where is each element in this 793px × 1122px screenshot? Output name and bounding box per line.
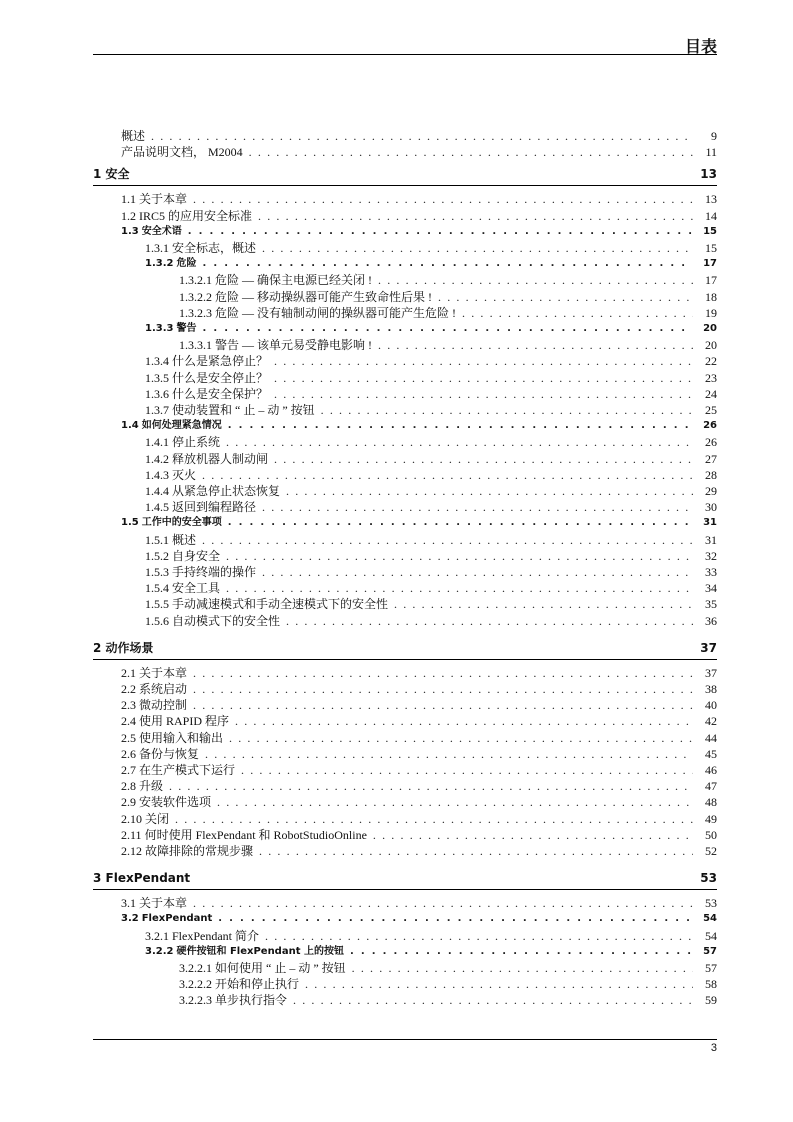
toc-entry-number: 1.5	[121, 517, 139, 529]
toc-entry-number: 2.5	[121, 730, 136, 745]
toc-entry-number: 3.2.1	[145, 928, 169, 943]
toc-entry-page: 20	[703, 323, 717, 334]
dot-leader	[350, 944, 693, 960]
toc-entry[interactable]	[121, 778, 717, 794]
dot-leader	[352, 960, 693, 976]
dot-leader	[235, 713, 693, 729]
toc-entry-title: 关于本章	[139, 192, 188, 207]
toc-entry[interactable]	[121, 811, 717, 827]
toc-entry[interactable]	[179, 305, 717, 321]
header-rule	[93, 54, 717, 55]
toc-entry-title: 灭火	[172, 467, 197, 482]
toc-entry-number: 1.2	[121, 208, 136, 223]
chapter-rule	[93, 659, 717, 660]
toc-entry-title: IRC5 的应用安全标准	[139, 208, 253, 223]
toc-entry[interactable]	[145, 580, 717, 596]
toc-entry-number: 1.3.6	[145, 386, 169, 401]
toc-entry-title: 警告	[176, 323, 197, 334]
dot-leader	[202, 532, 693, 548]
dot-leader	[293, 992, 693, 1008]
toc-entry-number: 1.5.2	[145, 548, 169, 563]
toc-entry-page: 26	[705, 435, 717, 450]
toc-entry[interactable]	[121, 746, 717, 762]
toc-entry-title: 从紧急停止状态恢复	[172, 484, 281, 498]
toc-entry-title: 关于本章	[139, 665, 188, 680]
dot-leader	[462, 305, 693, 321]
toc-entry[interactable]	[145, 596, 717, 612]
dot-leader	[274, 451, 693, 467]
toc-entry-page: 15	[705, 241, 717, 255]
toc-entry-page: 44	[705, 730, 717, 745]
toc-entry-title: 升级	[139, 779, 164, 794]
toc-entry-page: 38	[705, 682, 717, 696]
toc-entry-title: 危险 — 没有轴制动闸的操纵器可能产生危险 !	[215, 305, 456, 320]
toc-entry-page: 17	[703, 258, 717, 270]
toc-entry-number: 3.2.2.2	[179, 977, 212, 992]
dot-leader	[193, 665, 693, 681]
toc-entry-number: 2.10	[121, 811, 142, 826]
toc-entry[interactable]	[121, 794, 717, 810]
dot-leader	[286, 483, 693, 499]
toc-entry-page: 40	[705, 698, 717, 713]
dot-leader	[218, 911, 693, 927]
header-title: 目表	[684, 37, 717, 56]
toc-entry[interactable]	[145, 467, 717, 483]
toc-entry-number: 2.6	[121, 746, 136, 761]
chapter-title: 3 FlexPendant	[93, 871, 191, 886]
toc-entry-title: 关闭	[145, 811, 170, 826]
toc-entry-page: 25	[705, 403, 717, 417]
dot-leader	[274, 370, 693, 386]
dot-leader	[305, 976, 693, 992]
toc-entry-number: 3.2.2.1	[179, 961, 212, 975]
toc-entry-title: 微动控制	[139, 698, 188, 713]
toc-entry-title: 安装软件选项	[139, 795, 212, 810]
toc-entry-title: 关于本章	[139, 896, 188, 911]
toc-entry-title: 返回到编程路径	[172, 500, 257, 515]
toc-entry[interactable]	[121, 418, 717, 434]
dot-leader	[205, 746, 693, 762]
toc-entry-page: 36	[705, 613, 717, 628]
toc-entry-page: 20	[705, 338, 717, 353]
toc-entry-number: 1.4.4	[145, 484, 169, 498]
toc-entry-page: 22	[705, 354, 717, 369]
dot-leader	[241, 762, 693, 778]
dot-leader	[193, 191, 693, 207]
toc-entry-title: 警告 — 该单元易受静电影响 !	[215, 338, 372, 353]
toc-entry-title: 产品说明文档， M2004	[121, 145, 243, 160]
toc-entry-title: 使用输入和输出	[139, 730, 224, 745]
chapter-rule	[93, 889, 717, 890]
toc-entry-page: 29	[705, 484, 717, 498]
footer-rule	[93, 1039, 717, 1040]
toc-entry[interactable]	[121, 713, 717, 729]
toc-entry-page: 34	[705, 581, 717, 596]
toc-entry-title: 硬件按钮和 FlexPendant 上的按钮	[176, 945, 344, 957]
toc-entry-title: 自身安全	[172, 548, 221, 563]
toc-entry-page: 13	[705, 192, 717, 207]
toc-entry[interactable]	[145, 256, 717, 272]
toc-entry-number: 3.2.2	[145, 945, 174, 957]
dot-leader	[262, 564, 693, 580]
dot-leader	[217, 794, 693, 810]
toc-entry[interactable]	[121, 128, 717, 144]
toc-entry-title: 如何处理紧急情况	[141, 420, 222, 432]
toc-entry-number: 2.4	[121, 714, 136, 729]
chapter-title: 2 动作场景	[93, 640, 154, 655]
dot-leader	[262, 499, 693, 515]
dot-leader	[229, 730, 693, 746]
toc-entry[interactable]	[179, 992, 717, 1008]
toc-entry-number: 1.4.1	[145, 435, 169, 450]
dot-leader	[175, 811, 693, 827]
toc-entry-number: 1.5.6	[145, 613, 169, 628]
toc-entry-page: 15	[703, 225, 717, 237]
toc-entry-page: 30	[705, 500, 717, 515]
toc-entry-title: 危险 — 确保主电源已经关闭 !	[215, 273, 372, 288]
toc-entry-page: 14	[705, 208, 717, 223]
page-number: 3	[710, 1042, 717, 1054]
dot-leader	[151, 128, 693, 144]
dot-leader	[249, 144, 693, 160]
toc-entry-title: 如何使用 “ 止 – 动 ” 按钮	[215, 961, 346, 975]
toc-entry-number: 1.4.2	[145, 451, 169, 466]
toc-entry-number: 1.4	[121, 420, 139, 432]
dot-leader	[258, 208, 693, 224]
toc-entry[interactable]	[121, 827, 717, 843]
dot-leader	[373, 827, 693, 843]
toc-entry-page: 54	[705, 928, 717, 943]
toc-entry[interactable]	[145, 386, 717, 402]
toc-entry-number: 1.5.1	[145, 532, 169, 547]
toc-entry-page: 54	[703, 913, 717, 925]
dot-leader	[226, 548, 693, 564]
toc-entry-number: 1.5.5	[145, 597, 169, 612]
toc-entry-number: 1.3.2	[145, 258, 174, 270]
toc-entry[interactable]	[145, 532, 717, 548]
toc-entry-page: 58	[705, 977, 717, 992]
toc-entry-page: 33	[705, 565, 717, 579]
toc-entry-number: 1.1	[121, 192, 136, 207]
toc-entry[interactable]	[121, 191, 717, 207]
toc-entry[interactable]	[179, 272, 717, 288]
toc-entry[interactable]	[145, 928, 717, 944]
dot-leader	[226, 434, 693, 450]
toc-entry-title: 工作中的安全事项	[141, 517, 222, 529]
dot-leader	[202, 256, 693, 272]
dot-leader	[226, 580, 693, 596]
toc-entry-number: 2.9	[121, 795, 136, 810]
toc-entry-page: 48	[705, 795, 717, 810]
toc-entry[interactable]	[121, 697, 717, 713]
dot-leader	[286, 613, 693, 629]
toc-entry[interactable]	[121, 730, 717, 746]
toc-entry-number: 1.3.5	[145, 370, 169, 385]
chapter-title: 1 安全	[93, 167, 130, 182]
toc-entry[interactable]	[179, 289, 717, 305]
chapter-page: 37	[700, 640, 717, 655]
toc-entry[interactable]	[121, 144, 717, 160]
toc-entry[interactable]	[121, 762, 717, 778]
toc-entry-title: 停止系统	[172, 435, 221, 450]
dot-leader	[274, 386, 693, 402]
toc-entry-title: 使动装置和 “ 止 – 动 ” 按钮	[172, 403, 315, 417]
toc-entry-title: 在生产模式下运行	[139, 763, 236, 777]
toc-entry-title: 备份与恢复	[139, 746, 200, 761]
toc-entry-title: 什么是紧急停止？	[172, 354, 269, 369]
toc-entry-page: 31	[705, 532, 717, 547]
toc-entry[interactable]	[145, 451, 717, 467]
toc-entry-title: 安全术语	[141, 225, 182, 237]
dot-leader	[378, 272, 693, 288]
toc-entry-page: 9	[711, 129, 717, 143]
toc-entry[interactable]	[145, 402, 717, 418]
dot-leader	[193, 697, 693, 713]
toc-entry-number: 2.3	[121, 698, 136, 713]
toc-entry[interactable]	[145, 944, 717, 960]
toc-entry-page: 45	[705, 746, 717, 761]
toc-entry-page: 27	[705, 451, 717, 466]
toc-entry-number: 2.2	[121, 682, 136, 696]
toc-entry[interactable]	[121, 515, 717, 531]
toc-entry-title: 故障排除的常规步骤	[145, 844, 254, 858]
toc-entry-title: 手动减速模式和手动全速模式下的安全性	[172, 597, 389, 612]
toc-entry-page: 17	[705, 273, 717, 288]
toc-chapter-heading[interactable]	[93, 165, 717, 183]
toc-entry-page: 18	[705, 289, 717, 304]
toc-entry[interactable]	[121, 843, 717, 859]
toc-entry-number: 1.5.4	[145, 581, 169, 596]
dot-leader	[321, 402, 693, 418]
toc-entry-number: 2.8	[121, 779, 136, 794]
toc-entry-page: 57	[703, 945, 717, 957]
dot-leader	[378, 337, 693, 353]
toc-entry-title: 自动模式下的安全性	[172, 613, 281, 628]
toc-entry[interactable]	[145, 434, 717, 450]
toc-entry-number: 1.3.4	[145, 354, 169, 369]
toc-entry-page: 26	[703, 420, 717, 432]
toc-entry-number: 1.3.3.1	[179, 338, 212, 353]
toc-entry-number: 1.3.1	[145, 241, 169, 255]
toc-entry-page: 53	[705, 896, 717, 911]
toc-entry-number: 3.1	[121, 896, 136, 911]
toc-entry-title: 危险	[176, 258, 197, 270]
toc-entry[interactable]	[145, 483, 717, 499]
toc-entry-title: 什么是安全停止？	[172, 370, 269, 385]
toc-entry-title: 开始和停止执行	[215, 977, 300, 992]
toc-entry-page: 50	[705, 827, 717, 842]
toc-entry[interactable]	[145, 548, 717, 564]
dot-leader	[228, 515, 693, 531]
toc-entry-number: 2.12	[121, 844, 142, 858]
toc-entry-number: 2.1	[121, 665, 136, 680]
dot-leader	[394, 596, 693, 612]
toc-entry-title: 安全工具	[172, 581, 221, 596]
toc-entry-title: 手持终端的操作	[172, 565, 257, 579]
toc-entry-title: 概述	[121, 129, 146, 143]
dot-leader	[274, 353, 693, 369]
toc-entry[interactable]	[145, 564, 717, 580]
toc-entry[interactable]	[145, 499, 717, 515]
toc-entry-page: 23	[705, 370, 717, 385]
toc-entry-number: 3.2.2.3	[179, 993, 212, 1008]
toc-entry-page: 52	[705, 844, 717, 858]
toc-entry-page: 49	[705, 811, 717, 826]
toc-entry[interactable]	[121, 895, 717, 911]
toc-entry[interactable]	[179, 976, 717, 992]
toc-chapter-heading[interactable]	[93, 869, 717, 887]
toc-entry-number: 1.5.3	[145, 565, 169, 579]
toc-entry[interactable]	[145, 321, 717, 337]
toc-entry-number: 1.4.3	[145, 467, 169, 482]
toc-entry-title: FlexPendant	[141, 913, 213, 925]
toc-entry[interactable]	[121, 208, 717, 224]
toc-entry-title: FlexPendant 简介	[172, 928, 259, 943]
dot-leader	[262, 240, 693, 256]
chapter-page: 13	[700, 167, 717, 182]
toc-entry-number: 3.2	[121, 913, 139, 925]
chapter-rule	[93, 185, 717, 186]
toc-entry[interactable]	[121, 665, 717, 681]
toc-entry-page: 24	[705, 386, 717, 401]
toc-entry[interactable]	[179, 337, 717, 353]
toc-entry-title: 什么是安全保护？	[172, 386, 269, 401]
toc-entry-page: 31	[703, 517, 717, 529]
toc-entry-number: 1.4.5	[145, 500, 169, 515]
dot-leader	[193, 895, 693, 911]
toc-entry[interactable]	[145, 613, 717, 629]
toc-entry-page: 28	[705, 467, 717, 482]
toc-entry-page: 19	[705, 305, 717, 320]
toc-entry-title: 释放机器人制动闸	[172, 451, 269, 466]
toc-entry-title: 系统启动	[139, 682, 188, 696]
dot-leader	[259, 843, 693, 859]
toc-entry[interactable]	[121, 224, 717, 240]
toc-entry-page: 47	[705, 779, 717, 794]
toc-entry-page: 42	[705, 714, 717, 729]
toc-entry-page: 35	[705, 597, 717, 612]
chapter-page: 53	[700, 871, 717, 886]
toc-entry-number: 1.3.7	[145, 403, 169, 417]
dot-leader	[202, 467, 693, 483]
toc-entry-page: 57	[705, 961, 717, 975]
toc-entry[interactable]	[179, 960, 717, 976]
toc-entry-title: 安全标志，概述	[172, 241, 257, 255]
dot-leader	[265, 928, 693, 944]
toc-entry-number: 1.3.2.3	[179, 305, 212, 320]
toc-entry-title: 单步执行指令	[215, 993, 288, 1008]
dot-leader	[193, 681, 693, 697]
toc-entry[interactable]	[145, 353, 717, 369]
toc-entry-title: 危险 — 移动操纵器可能产生致命性后果 !	[215, 289, 432, 304]
toc-entry-page: 11	[705, 145, 717, 160]
toc-entry-title: 概述	[172, 532, 197, 547]
toc-entry-number: 1.3.3	[145, 323, 174, 334]
toc-entry-number: 2.11	[121, 827, 142, 842]
toc-entry-number: 1.3	[121, 225, 139, 237]
dot-leader	[188, 224, 693, 240]
toc-entry-page: 59	[705, 993, 717, 1008]
toc-entry-number: 1.3.2.1	[179, 273, 212, 288]
toc-entry[interactable]	[145, 370, 717, 386]
toc-entry[interactable]	[121, 681, 717, 697]
toc-entry-page: 46	[705, 763, 717, 777]
toc-entry-title: 使用 RAPID 程序	[139, 714, 230, 729]
toc-entry-number: 1.3.2.2	[179, 289, 212, 304]
toc-entry-page: 37	[705, 665, 717, 680]
toc-entry[interactable]	[145, 240, 717, 256]
toc-entry-number: 2.7	[121, 763, 136, 777]
toc-entry-page: 32	[705, 548, 717, 563]
dot-leader	[169, 778, 693, 794]
toc-entry-title: 何时使用 FlexPendant 和 RobotStudioOnline	[144, 827, 367, 842]
dot-leader	[202, 321, 693, 337]
toc-entry[interactable]	[121, 911, 717, 927]
toc-chapter-heading[interactable]	[93, 639, 717, 657]
dot-leader	[228, 418, 693, 434]
dot-leader	[438, 289, 693, 305]
